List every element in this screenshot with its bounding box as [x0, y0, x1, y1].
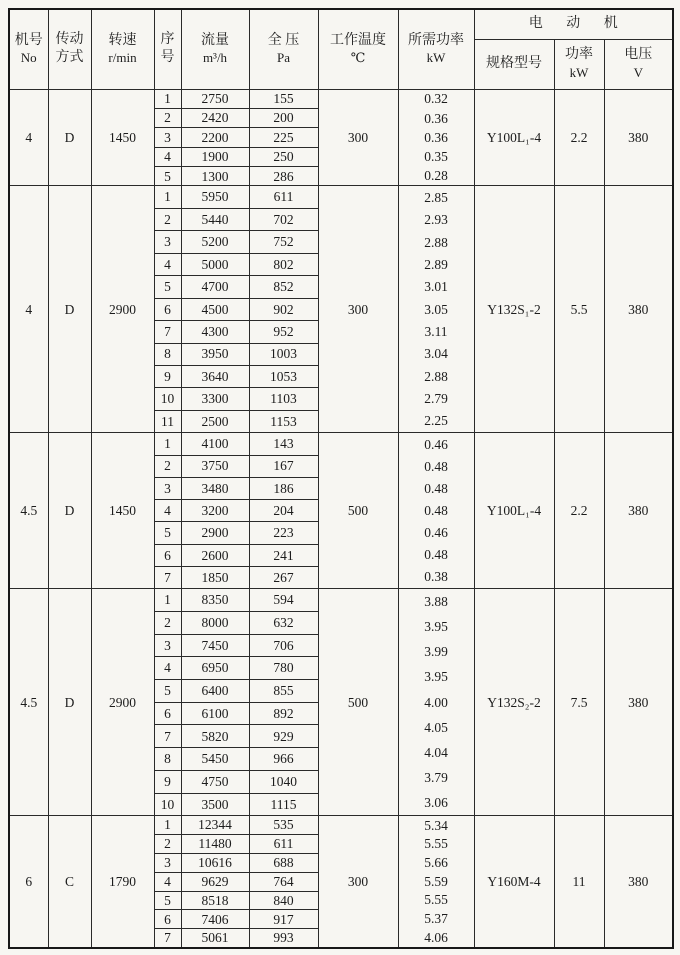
power-value: 2.88 — [424, 368, 448, 384]
power-values — [399, 433, 474, 588]
pressure-cell: 1053 — [249, 365, 318, 387]
seq-cell: 8 — [154, 343, 181, 365]
speed-cell: 2900 — [91, 589, 154, 816]
flow-cell: 2420 — [181, 108, 249, 127]
flow-cell: 6950 — [181, 657, 249, 680]
fan-no-label: 机号 — [14, 32, 43, 48]
power-value: 5.59 — [424, 873, 448, 889]
pressure-cell: 917 — [249, 910, 318, 929]
pressure-cell: 1003 — [249, 343, 318, 365]
speed-label: 转速 — [108, 32, 137, 48]
power-value: 4.04 — [424, 744, 448, 760]
pressure-cell: 1040 — [249, 770, 318, 793]
pressure-cell: 225 — [249, 128, 318, 147]
flow-cell: 5450 — [181, 748, 249, 771]
motor-power-cell: 2.2 — [554, 89, 604, 186]
seq-cell: 4 — [154, 500, 181, 522]
motor-power-cell: 5.5 — [554, 186, 604, 433]
table-row — [9, 89, 673, 108]
pressure-cell: 611 — [249, 835, 318, 854]
power-value: 3.99 — [424, 644, 448, 660]
power-cell — [398, 186, 474, 433]
flow-cell: 5950 — [181, 186, 249, 208]
flow-cell: 3640 — [181, 365, 249, 387]
flow-cell: 6400 — [181, 680, 249, 703]
pressure-cell: 1103 — [249, 388, 318, 410]
power-value: 2.88 — [424, 234, 448, 250]
voltage-cell: 380 — [604, 433, 673, 589]
power-value: 5.34 — [424, 817, 448, 833]
seq-cell: 7 — [154, 929, 181, 948]
flow-cell: 3500 — [181, 793, 249, 816]
motor-power-unit: kW — [569, 64, 589, 80]
flow-cell: 7406 — [181, 910, 249, 929]
power-value: 3.88 — [424, 594, 448, 610]
seq-cell: 2 — [154, 612, 181, 635]
voltage-cell: 380 — [604, 186, 673, 433]
power-value: 5.66 — [424, 855, 448, 871]
col-header-drive — [48, 9, 91, 89]
flow-cell: 1850 — [181, 567, 249, 589]
fan-no-unit: No — [20, 49, 37, 65]
motor-power-cell: 7.5 — [554, 589, 604, 816]
power-value: 0.48 — [424, 480, 448, 496]
seq-cell: 2 — [154, 455, 181, 477]
pressure-cell: 1115 — [249, 793, 318, 816]
col-header-voltage — [604, 39, 673, 89]
flow-cell: 4750 — [181, 770, 249, 793]
table-row — [9, 589, 673, 612]
speed-cell: 1790 — [91, 816, 154, 948]
flow-cell: 5820 — [181, 725, 249, 748]
seq-cell: 10 — [154, 793, 181, 816]
flow-cell: 8518 — [181, 891, 249, 910]
pressure-cell: 223 — [249, 522, 318, 544]
pressure-cell: 286 — [249, 167, 318, 186]
col-header-pressure — [249, 9, 318, 89]
col-header-motor-group: 电 动 机 — [474, 9, 673, 39]
pressure-cell: 1153 — [249, 410, 318, 432]
motor-power-label: 功率 — [565, 47, 593, 63]
pressure-cell: 611 — [249, 186, 318, 208]
voltage-cell: 380 — [604, 89, 673, 186]
seq-cell: 6 — [154, 910, 181, 929]
seq-cell: 3 — [154, 477, 181, 499]
pressure-cell: 535 — [249, 816, 318, 835]
power-value: 0.32 — [424, 91, 448, 107]
power-value: 3.95 — [424, 669, 448, 685]
flow-cell: 2750 — [181, 89, 249, 108]
seq-cell: 5 — [154, 891, 181, 910]
power-value: 2.89 — [424, 256, 448, 272]
power-value: 0.35 — [424, 148, 448, 164]
pressure-cell: 966 — [249, 748, 318, 771]
power-unit: kW — [426, 49, 446, 65]
power-value: 0.46 — [424, 525, 448, 541]
seq-cell: 9 — [154, 770, 181, 793]
seq-cell: 1 — [154, 589, 181, 612]
power-value: 2.79 — [424, 390, 448, 406]
col-header-speed — [91, 9, 154, 89]
flow-cell: 5000 — [181, 253, 249, 275]
seq-cell: 1 — [154, 433, 181, 455]
motor-power-cell: 2.2 — [554, 433, 604, 589]
table-header — [9, 9, 673, 89]
power-value: 3.05 — [424, 301, 448, 317]
power-value: 4.05 — [424, 719, 448, 735]
pressure-cell: 688 — [249, 853, 318, 872]
flow-cell: 4100 — [181, 433, 249, 455]
pressure-cell: 702 — [249, 208, 318, 230]
pressure-cell: 241 — [249, 544, 318, 566]
power-value: 0.36 — [424, 110, 448, 126]
seq-cell: 7 — [154, 321, 181, 343]
flow-cell: 3750 — [181, 455, 249, 477]
pressure-cell: 250 — [249, 147, 318, 166]
pressure-cell: 855 — [249, 680, 318, 703]
flow-cell: 3200 — [181, 500, 249, 522]
flow-cell: 11480 — [181, 835, 249, 854]
voltage-unit: V — [633, 64, 643, 80]
seq-cell: 1 — [154, 816, 181, 835]
temp-cell: 300 — [318, 89, 398, 186]
power-value: 0.48 — [424, 547, 448, 563]
pressure-cell: 802 — [249, 253, 318, 275]
seq-cell: 4 — [154, 253, 181, 275]
power-value: 3.79 — [424, 769, 448, 785]
pressure-cell: 155 — [249, 89, 318, 108]
seq-cell: 6 — [154, 702, 181, 725]
speed-cell: 2900 — [91, 186, 154, 433]
seq-cell: 4 — [154, 872, 181, 891]
table-row — [9, 186, 673, 208]
pressure-cell: 267 — [249, 567, 318, 589]
table-row — [9, 433, 673, 455]
power-value: 0.36 — [424, 129, 448, 145]
voltage-label: 电压 — [624, 47, 653, 63]
temp-cell: 500 — [318, 433, 398, 589]
power-value: 2.85 — [424, 189, 448, 205]
power-value: 4.06 — [424, 929, 448, 945]
fan-no-cell: 4.5 — [9, 589, 48, 816]
pressure-cell: 143 — [249, 433, 318, 455]
pressure-cell: 204 — [249, 500, 318, 522]
power-value: 3.04 — [424, 346, 448, 362]
col-header-motor-power — [554, 39, 604, 89]
seq-cell: 10 — [154, 388, 181, 410]
flow-cell: 8350 — [181, 589, 249, 612]
power-value: 2.93 — [424, 212, 448, 228]
drive-mode-cell: D — [48, 589, 91, 816]
drive-label-line1: 传动 — [55, 32, 84, 48]
motor-model-cell: Y100L₁-4 — [474, 433, 554, 589]
col-header-flow — [181, 9, 249, 89]
speed-cell: 1450 — [91, 89, 154, 186]
pressure-cell: 186 — [249, 477, 318, 499]
power-cell — [398, 89, 474, 186]
power-value: 0.46 — [424, 436, 448, 452]
flow-cell: 2600 — [181, 544, 249, 566]
flow-cell: 2200 — [181, 128, 249, 147]
flow-cell: 1300 — [181, 167, 249, 186]
power-values — [399, 816, 474, 946]
seq-label-line2: 号 — [160, 50, 175, 66]
flow-cell: 6100 — [181, 702, 249, 725]
power-values — [399, 90, 474, 186]
seq-cell: 3 — [154, 634, 181, 657]
power-values — [399, 186, 474, 432]
pressure-cell: 200 — [249, 108, 318, 127]
seq-cell: 4 — [154, 657, 181, 680]
power-value: 5.37 — [424, 910, 448, 926]
pressure-cell: 952 — [249, 321, 318, 343]
pressure-label: 全 压 — [267, 32, 300, 48]
power-cell — [398, 816, 474, 948]
speed-unit: r/min — [108, 49, 137, 65]
pressure-cell: 780 — [249, 657, 318, 680]
voltage-cell: 380 — [604, 589, 673, 816]
power-value: 3.06 — [424, 794, 448, 810]
temp-label: 工作温度 — [330, 32, 386, 48]
voltage-cell: 380 — [604, 816, 673, 948]
col-header-seq — [154, 9, 181, 89]
flow-label: 流量 — [201, 32, 229, 48]
power-value: 4.00 — [424, 694, 448, 710]
seq-cell: 4 — [154, 147, 181, 166]
flow-cell: 12344 — [181, 816, 249, 835]
flow-cell: 7450 — [181, 634, 249, 657]
fan-no-cell: 4 — [9, 186, 48, 433]
power-value: 5.55 — [424, 892, 448, 908]
temp-unit: ℃ — [350, 49, 366, 65]
power-value: 0.28 — [424, 168, 448, 184]
table-body — [9, 89, 673, 948]
power-value: 3.95 — [424, 619, 448, 635]
power-value: 5.55 — [424, 836, 448, 852]
seq-cell: 5 — [154, 522, 181, 544]
power-cell — [398, 433, 474, 589]
table-row — [9, 816, 673, 835]
seq-cell: 2 — [154, 835, 181, 854]
motor-model-cell: Y132S₁-2 — [474, 186, 554, 433]
motor-model-cell: Y100L₁-4 — [474, 89, 554, 186]
flow-cell: 2900 — [181, 522, 249, 544]
power-value: 2.25 — [424, 413, 448, 429]
pressure-unit: Pa — [277, 49, 290, 65]
flow-cell: 5200 — [181, 231, 249, 253]
flow-cell: 5061 — [181, 929, 249, 948]
pressure-cell: 752 — [249, 231, 318, 253]
flow-cell: 10616 — [181, 853, 249, 872]
seq-cell: 9 — [154, 365, 181, 387]
seq-cell: 2 — [154, 208, 181, 230]
flow-cell: 3300 — [181, 388, 249, 410]
power-label: 所需功率 — [408, 32, 464, 48]
temp-cell: 500 — [318, 589, 398, 816]
flow-cell: 9629 — [181, 872, 249, 891]
flow-cell: 4300 — [181, 321, 249, 343]
seq-cell: 1 — [154, 186, 181, 208]
temp-cell: 300 — [318, 816, 398, 948]
seq-cell: 7 — [154, 567, 181, 589]
pressure-cell: 167 — [249, 455, 318, 477]
pressure-cell: 764 — [249, 872, 318, 891]
drive-mode-cell: D — [48, 89, 91, 186]
seq-cell: 2 — [154, 108, 181, 127]
pressure-cell: 929 — [249, 725, 318, 748]
flow-cell: 1900 — [181, 147, 249, 166]
drive-mode-cell: D — [48, 186, 91, 433]
seq-cell: 3 — [154, 231, 181, 253]
seq-cell: 3 — [154, 853, 181, 872]
pressure-cell: 993 — [249, 929, 318, 948]
power-value: 3.11 — [424, 323, 448, 339]
flow-cell: 2500 — [181, 410, 249, 432]
power-value: 3.01 — [424, 279, 448, 295]
flow-cell: 3480 — [181, 477, 249, 499]
motor-power-cell: 11 — [554, 816, 604, 948]
speed-cell: 1450 — [91, 433, 154, 589]
seq-cell: 3 — [154, 128, 181, 147]
pressure-cell: 632 — [249, 612, 318, 635]
fan-spec-table — [8, 8, 674, 949]
power-value: 0.48 — [424, 458, 448, 474]
flow-cell: 4500 — [181, 298, 249, 320]
pressure-cell: 902 — [249, 298, 318, 320]
temp-cell: 300 — [318, 186, 398, 433]
fan-no-cell: 6 — [9, 816, 48, 948]
drive-label-line2: 方式 — [55, 50, 84, 66]
flow-cell: 8000 — [181, 612, 249, 635]
power-cell — [398, 589, 474, 816]
seq-cell: 5 — [154, 167, 181, 186]
flow-cell: 5440 — [181, 208, 249, 230]
pressure-cell: 840 — [249, 891, 318, 910]
col-header-fan-no — [9, 9, 48, 89]
pressure-cell: 852 — [249, 276, 318, 298]
col-header-power — [398, 9, 474, 89]
seq-cell: 5 — [154, 276, 181, 298]
drive-mode-cell: C — [48, 816, 91, 948]
seq-cell: 11 — [154, 410, 181, 432]
drive-mode-cell: D — [48, 433, 91, 589]
seq-cell: 5 — [154, 680, 181, 703]
pressure-cell: 706 — [249, 634, 318, 657]
power-values — [399, 589, 474, 815]
power-value: 0.48 — [424, 503, 448, 518]
pressure-cell: 594 — [249, 589, 318, 612]
col-header-temp — [318, 9, 398, 89]
motor-model-cell: Y132S₂-2 — [474, 589, 554, 816]
seq-label-line1: 序 — [160, 32, 175, 48]
power-value: 0.38 — [424, 569, 448, 585]
col-header-motor-model: 规格型号 — [474, 39, 554, 89]
seq-cell: 6 — [154, 544, 181, 566]
seq-cell: 7 — [154, 725, 181, 748]
fan-no-cell: 4.5 — [9, 433, 48, 589]
seq-cell: 8 — [154, 748, 181, 771]
flow-cell: 4700 — [181, 276, 249, 298]
pressure-cell: 892 — [249, 702, 318, 725]
seq-cell: 1 — [154, 89, 181, 108]
flow-cell: 3950 — [181, 343, 249, 365]
flow-unit: m³/h — [202, 49, 228, 65]
seq-cell: 6 — [154, 298, 181, 320]
motor-model-cell: Y160M-4 — [474, 816, 554, 948]
fan-no-cell: 4 — [9, 89, 48, 186]
